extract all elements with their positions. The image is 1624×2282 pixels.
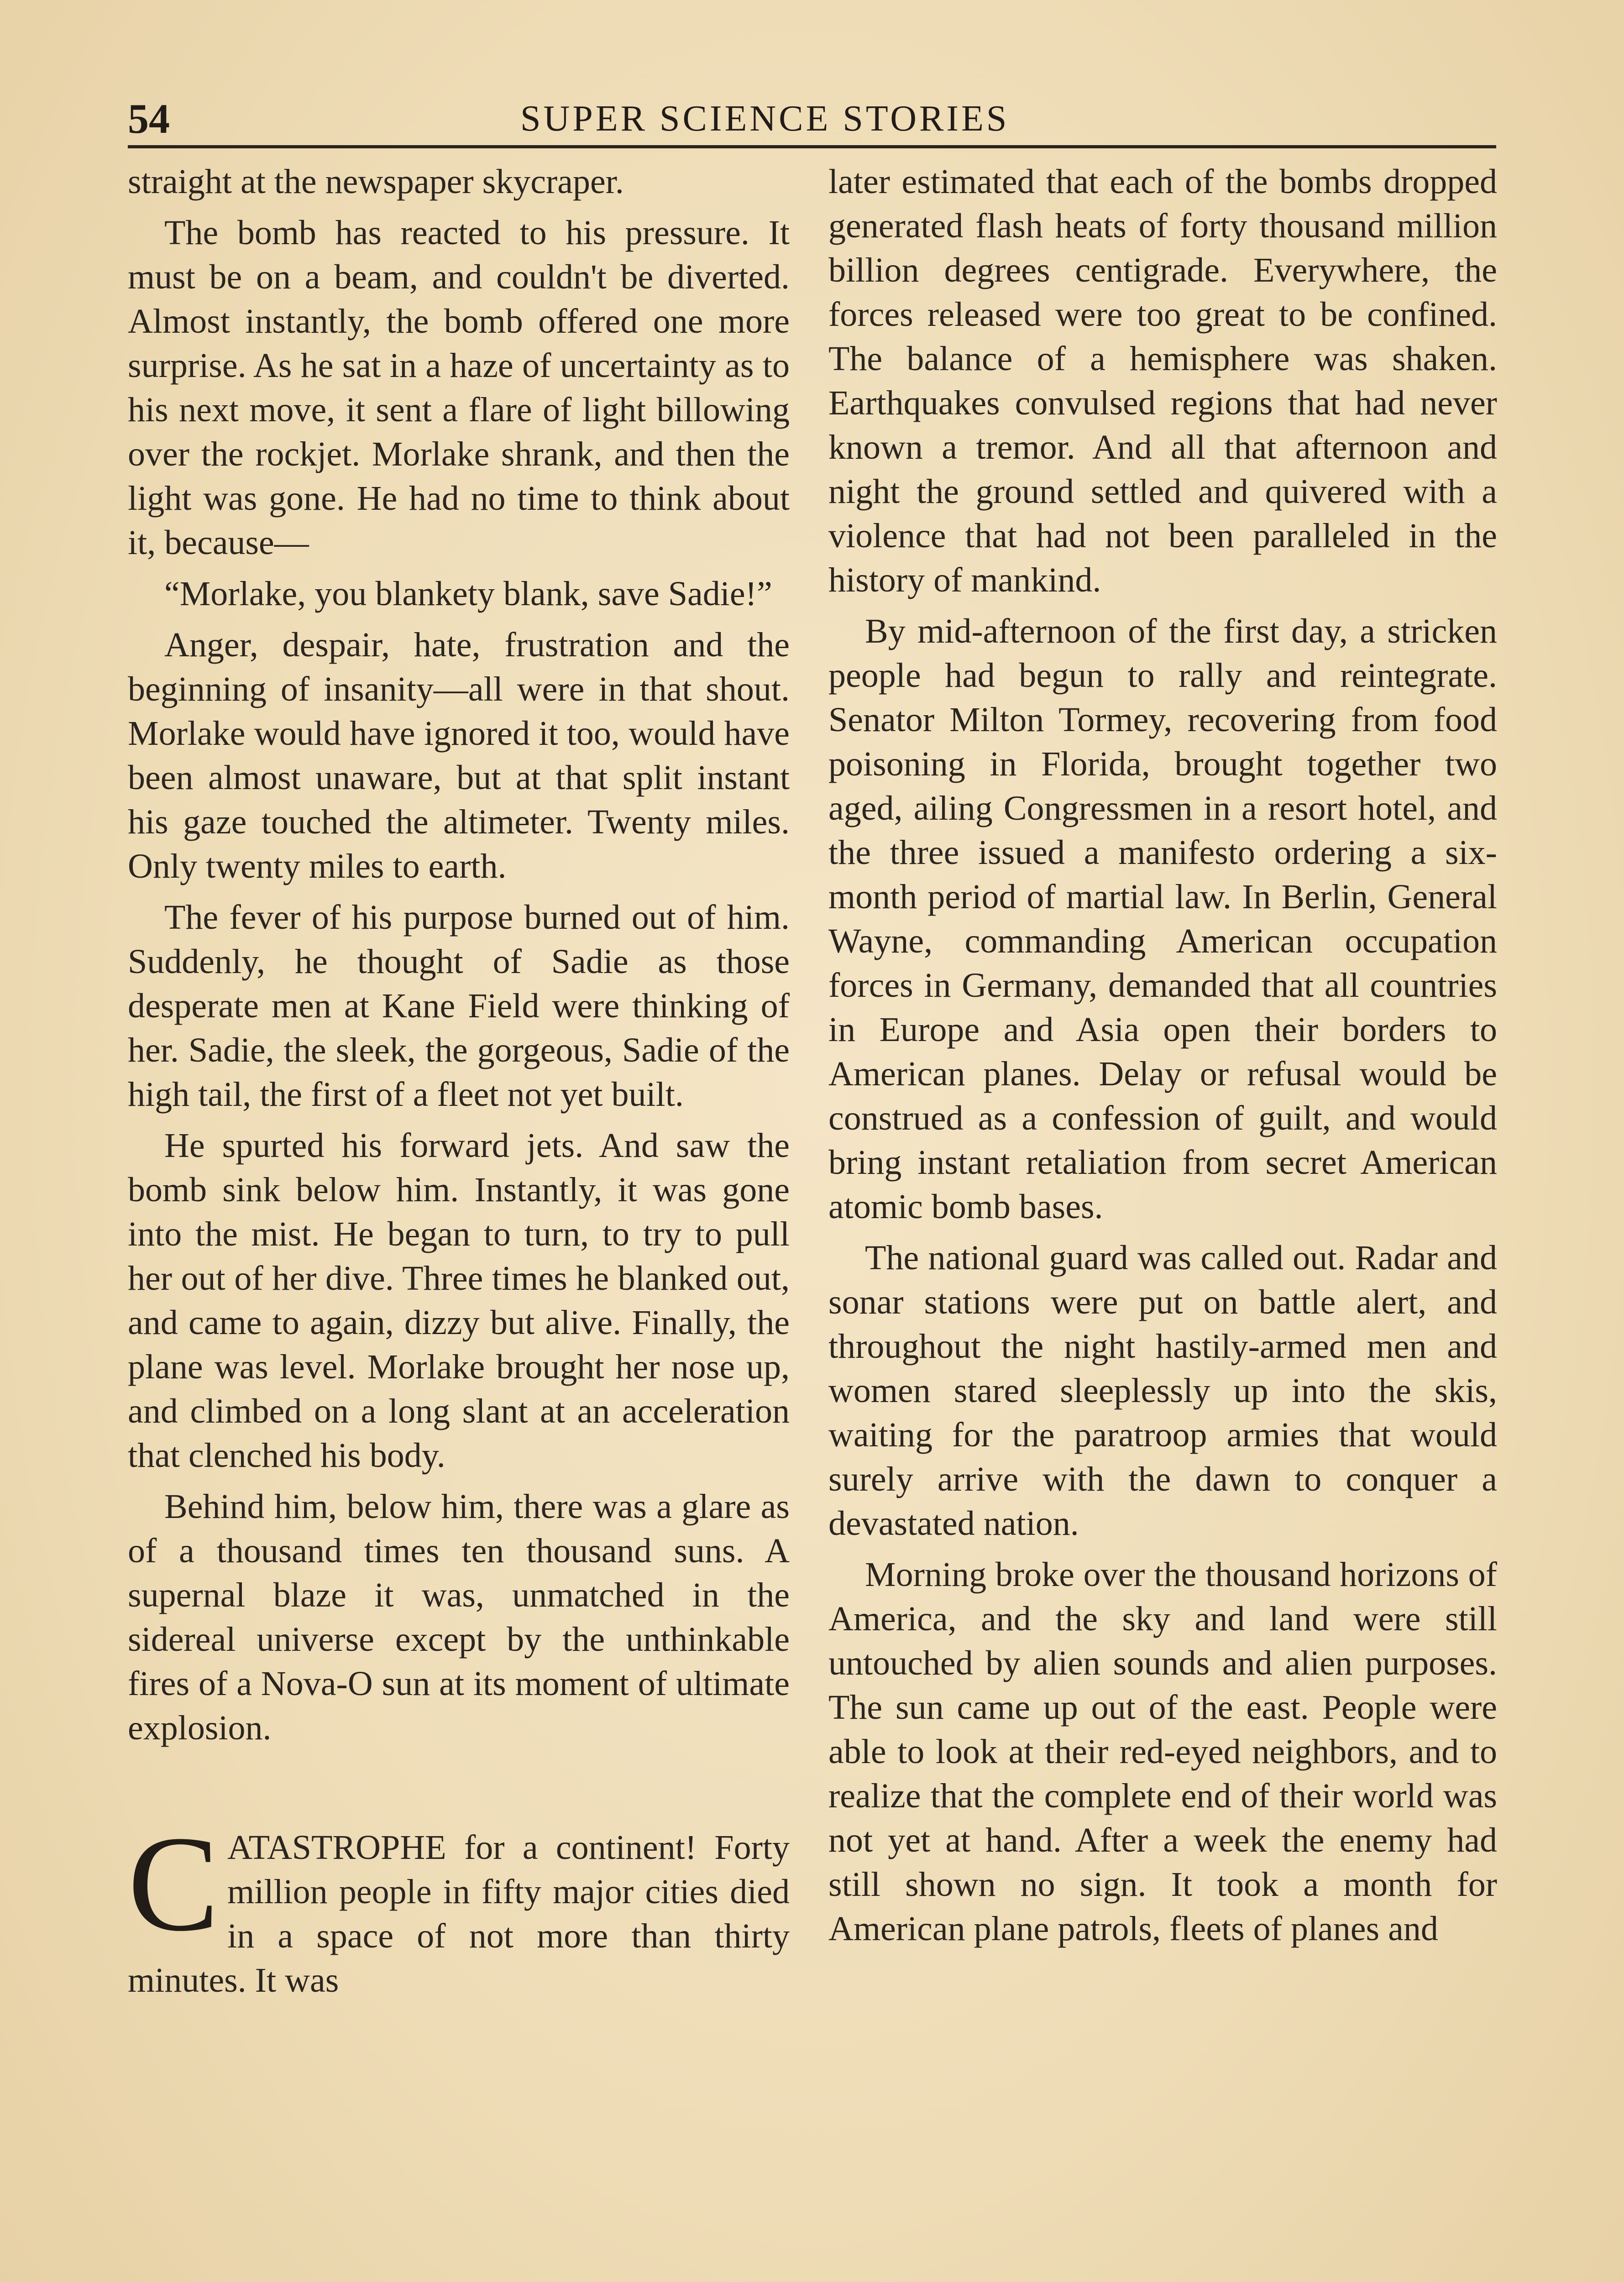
paragraph: The fever of his purpose burned out of him. Suddenly, he thought of Sadie as those desperate men at Kane Field were thinking of her. Sadie, the sleek, the gorgeous, Sadie of the high tail, the first of a fleet not yet built.: [128, 898, 790, 1114]
paragraph-text: ATASTROPHE for a continent! Forty million people in fifty major cities died in a space of not more than thirty minutes. It was: [128, 1828, 790, 1999]
page-number: 54: [128, 95, 170, 142]
dropcap-paragraph: [128, 1808, 790, 2003]
header-rule: [128, 145, 1496, 148]
paragraph: The bomb has reacted to his pressure. It must be on a beam, and couldn't be diverted. Almost instantly, the bomb offered one more surprise. As he sat in a haze of uncertainty as to his next move, it sent a flare of light billowing over the rockjet. Morlake shrank, and then the light was gone. He had no time to think about it, because—: [128, 214, 790, 562]
paragraph: By mid-afternoon of the first day, a stricken people had begun to rally and reintegrate. Senator Milton Tormey, recovering from food poisoning in Florida, brought together two aged, ailing Congressmen in a resort hotel, and the three issued a manifesto ordering a six-month period of martial law. In Berlin, General Wayne, commanding American occupation forces in Germany, demanded that all countries in Europe and Asia open their borders to American planes. Delay or refusal would be construed as a confession of guilt, and would bring instant retaliation from secret American atomic bomb bases.: [828, 612, 1497, 1226]
page-header: [128, 94, 1497, 144]
paragraph: straight at the newspaper skycraper.: [128, 162, 624, 201]
paragraph: Morning broke over the thousand horizons of America, and the sky and land were still untouched by alien sounds and alien purposes. The sun came up out of the east. People were able to look at their red-eyed neighbors, and to realize that the complete end of their world was not yet at hand. After a week the enemy had still shown no sign. It took a month for American plane patrols, fleets of planes and: [828, 1555, 1497, 1948]
paragraph: “Morlake, you blankety blank, save Sadie!”: [164, 575, 772, 613]
section-break: [128, 1757, 790, 1826]
paragraph: He spurted his forward jets. And saw the bomb sink below him. Instantly, it was gone into the mist. He began to turn, to try to pull her out of her dive. Three times he blanked out, and came to again, dizzy but alive. Finally, the plane was level. Morlake brought her nose up, and climbed on a long slant at an acceleration that clenched his body.: [128, 1126, 790, 1475]
paragraph: Behind him, below him, there was a glare as of a thousand times ten thousand suns. A supernal blaze it was, unmatched in the sidereal universe except by the unthinkable fires of a Nova-O sun at its moment of ultimate explosion.: [128, 1487, 790, 1747]
right-column: [828, 160, 1497, 1958]
left-column: [128, 160, 790, 2010]
running-title: SUPER SCIENCE STORIES: [520, 99, 1010, 139]
drop-cap: C: [128, 1808, 220, 1959]
paragraph: later estimated that each of the bombs dropped generated flash heats of forty thousand million billion degrees centigrade. Everywhere, the forces released were too great to be confined. The balance of a hemisphere was shaken. Earthquakes convulsed regions that had never known a tremor. And all that afternoon and night the ground settled and quivered with a violence that had not been paralleled in the history of mankind.: [828, 162, 1497, 599]
paragraph: The national guard was called out. Radar and sonar stations were put on battle alert, and throughout the night hastily-armed men and women stared sleeplessly up into the skis, waiting for the paratroop armies that would surely arrive with the dawn to conquer a devastated nation.: [828, 1239, 1497, 1543]
paragraph: Anger, despair, hate, frustration and the beginning of insanity—all were in that shout. Morlake would have ignored it too, would have been almost unaware, but at that split instant his gaze touched the altimeter. Twenty miles. Only twenty miles to earth.: [128, 626, 790, 885]
